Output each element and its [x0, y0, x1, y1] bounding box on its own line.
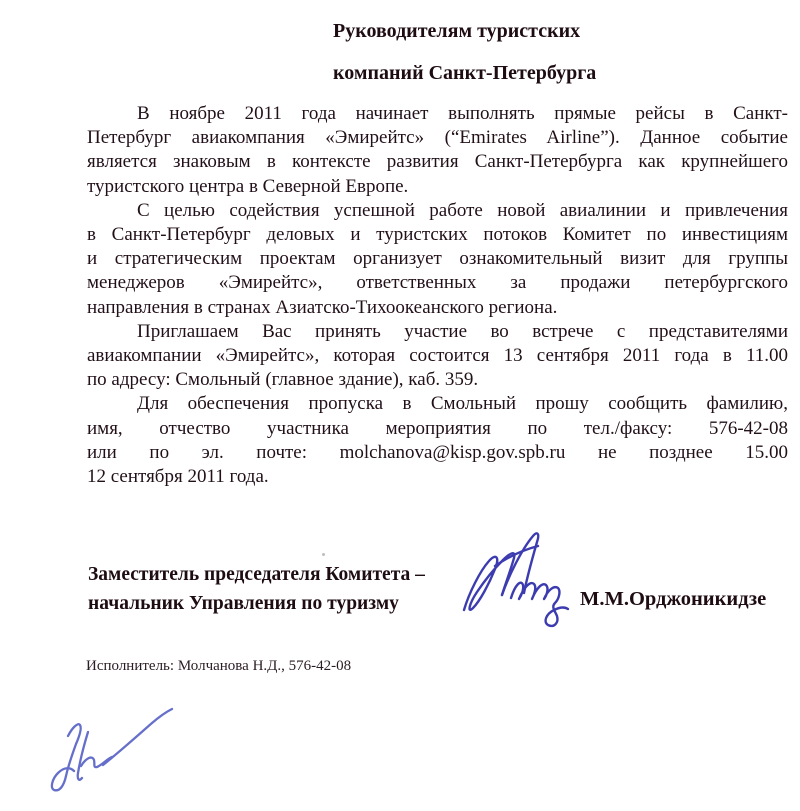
- body-line: туристского центра в Северной Европе.: [87, 175, 409, 197]
- addressee-line-2: компаний Санкт-Петербурга: [333, 62, 597, 84]
- body-line: В ноябре 2011 года начинает выполнять прямые рейсы в Санкт-: [137, 103, 788, 124]
- addressee-block: [333, 10, 596, 94]
- addressee-line-1: Руководителям туристских: [333, 20, 581, 42]
- body-line: менеджеров «Эмирейтс», ответственных за продажи петербургского: [87, 272, 788, 294]
- body-line: Приглашаем Вас принять участие во встрече с представителями: [137, 320, 788, 342]
- body-line: С целью содействия успешной работе новой авиалинии и привлечения: [137, 199, 788, 221]
- initials-strokes: [52, 709, 172, 790]
- signer-position-line-1: Заместитель председателя Комитета –: [88, 564, 425, 585]
- body-line: 12 сентября 2011 года.: [87, 466, 269, 488]
- body-line: Для обеспечения пропуска в Смольный прошу сообщить фамилию,: [137, 393, 788, 415]
- body-paragraph: [87, 102, 788, 199]
- body-line: или по эл. почте: molchanova@kisp.gov.spb.ru не позднее 15.00: [87, 441, 788, 463]
- signature-ink: [450, 527, 600, 639]
- body-line: авиакомпании «Эмирейтс», которая состоится 13 сентября 2011 года в 11.00: [87, 345, 788, 367]
- body-line: имя, отчество участника мероприятия по тел./факсу: 576-42-08: [87, 417, 788, 439]
- signer-position: [88, 561, 425, 618]
- initials-ink: [40, 693, 200, 809]
- signer-name: М.М.Орджоникидзе: [580, 588, 767, 610]
- body-line: направления в странах Азиатско-Тихоокеанского региона.: [87, 296, 558, 318]
- signature-strokes: [464, 533, 568, 626]
- body-line: Петербург авиакомпания «Эмирейтс» (“Emirates Airline”). Данное событие: [87, 127, 788, 149]
- scan-speck: [322, 553, 325, 556]
- body-line: является знаковым в контексте развития Санкт-Петербурга как крупнейшего: [87, 151, 788, 173]
- body-line: по адресу: Смольный (главное здание), каб. 359.: [87, 369, 479, 391]
- body-line: и стратегическим проектам организует ознакомительный визит для группы: [87, 248, 788, 270]
- body-paragraph: [87, 320, 788, 393]
- body-line: в Санкт-Петербург деловых и туристских потоков Комитет по инвестициям: [87, 224, 788, 246]
- letter-body: [87, 102, 788, 489]
- body-paragraph: [87, 199, 788, 320]
- signer-position-line-2: начальник Управления по туризму: [88, 592, 399, 614]
- body-paragraph: [87, 392, 788, 489]
- executor-note: Исполнитель: Молчанова Н.Д., 576-42-08: [86, 658, 352, 674]
